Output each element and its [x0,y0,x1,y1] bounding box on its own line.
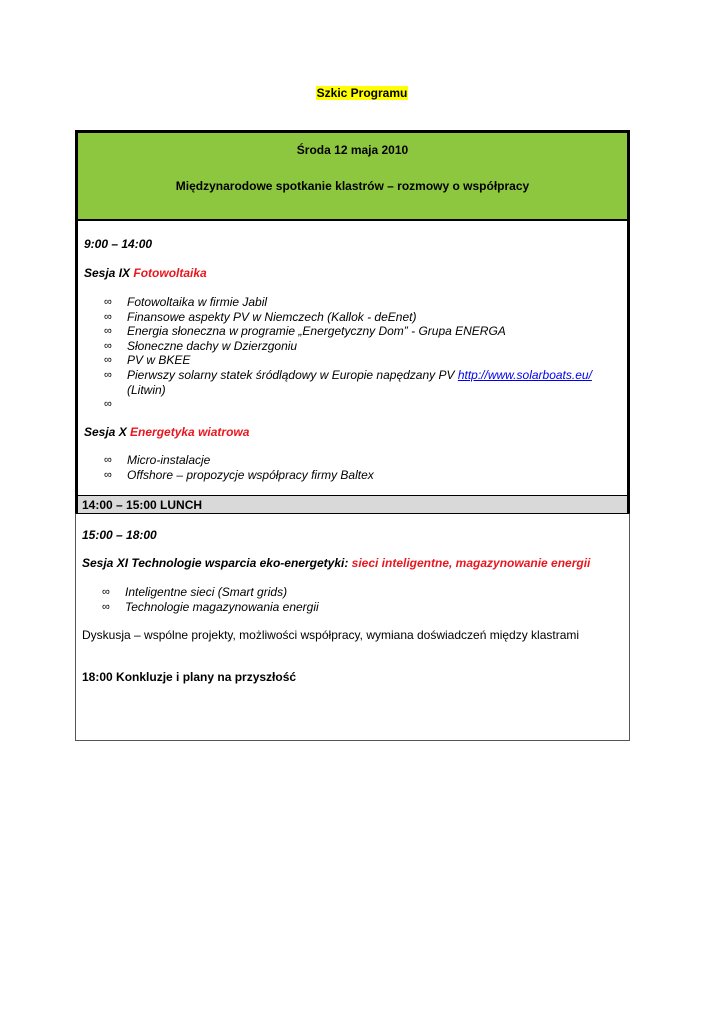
session-xi-prefix: Sesja XI Technologie wsparcia eko-energetyki: [82,556,352,570]
list-item: ∞ Słoneczne dachy w Dzierzgoniu [104,338,298,353]
afternoon-program-box [75,513,630,741]
morning-sessions [78,221,627,496]
session-x-list [84,453,614,482]
infinity-bullet-icon: ∞ [104,368,112,381]
infinity-bullet-icon: ∞ [104,296,112,308]
infinity-bullet-icon: ∞ [104,310,112,323]
afternoon-time: 15:00 – 18:00 [82,528,157,542]
list-item: ∞ PV w BKEE [104,353,191,368]
session-xi-name: sieci inteligentne, magazynowanie energii [351,556,591,570]
infinity-bullet-icon: ∞ [104,398,112,411]
program-subtitle: Międzynarodowe spotkanie klastrów – rozmowy o współpracy [175,179,530,193]
infinity-bullet-icon: ∞ [102,586,110,598]
infinity-bullet-icon: ∞ [104,325,112,338]
morning-time: 9:00 – 14:00 [84,237,153,251]
infinity-bullet-icon: ∞ [104,339,112,352]
session-xi-list [82,585,612,614]
session-xi-heading [82,556,590,570]
list-item: ∞ Offshore – propozycje współpracy firmy Baltex [104,467,374,482]
list-item: ∞ Fotowoltaika w firmie Jabil [104,295,268,309]
list-item-empty [84,397,614,412]
session-x-name: Energetyka wiatrowa [130,425,250,439]
list-item: ∞ Pierwszy solarny statek śródlądowy w Europie napędzany PV http://www.solarboats.eu/ (Litwin) [104,367,592,397]
program-date: Środa 12 maja 2010 [296,143,409,157]
list-item: ∞ Energia słoneczna w programie „Energetyczny Dom” - Grupa ENERGA [104,324,506,339]
conclusion-text: 18:00 Konkluzje i plany na przyszłość [82,670,297,684]
infinity-bullet-icon: ∞ [104,354,112,367]
session-ix-heading [84,266,207,280]
list-item: ∞ Micro-instalacje [104,453,211,467]
discussion-text: Dyskusja – wspólne projekty, możliwości współpracy, wymiana doświadczeń między klastrami [82,628,580,642]
session-ix-name: Fotowoltaika [133,266,207,280]
list-item: ∞ Finansowe aspekty PV w Niemczech (Kallok - deEnet) [104,309,417,324]
infinity-bullet-icon: ∞ [102,600,110,613]
lunch-bar: 14:00 – 15:00 LUNCH [78,495,627,513]
solarboats-link[interactable]: http://www.solarboats.eu/ [457,367,592,382]
morning-program-box [75,130,630,513]
document-title-text: Szkic Programu [316,86,408,100]
infinity-bullet-icon: ∞ [104,468,112,481]
program-header [78,133,627,221]
session-ix-list [84,295,614,412]
infinity-bullet-icon: ∞ [104,454,112,466]
list-item: ∞ Inteligentne sieci (Smart grids) [102,585,288,599]
list-item: ∞ Technologie magazynowania energii [102,599,319,614]
session-ix-prefix: Sesja IX [84,266,134,280]
document-title [0,86,724,100]
session-x-prefix: Sesja X [84,425,131,439]
session-x-heading [84,425,249,439]
